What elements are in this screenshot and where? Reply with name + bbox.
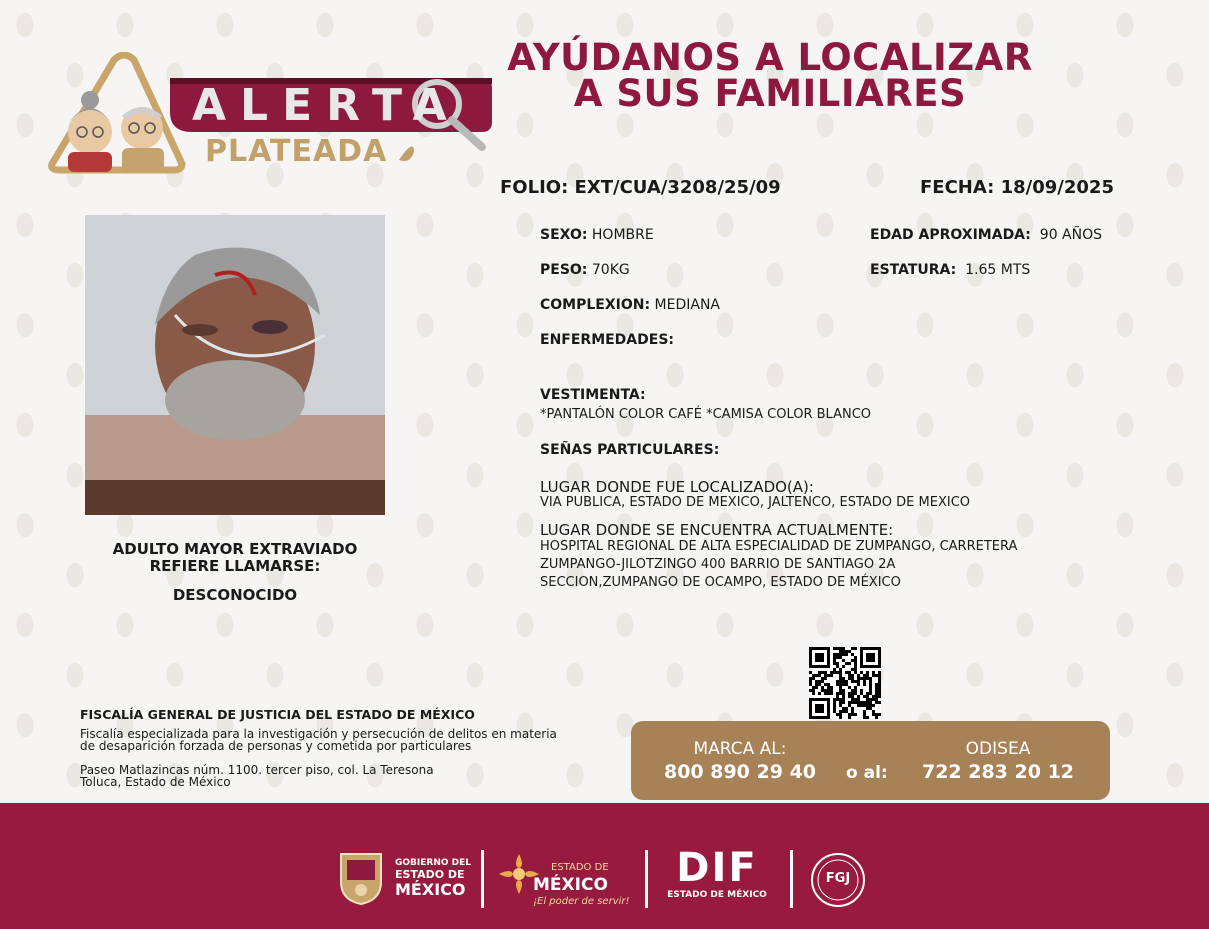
edomex-slogan: ¡El poder de servir! — [533, 896, 630, 907]
peso-label: PESO: — [540, 262, 588, 278]
edomex-logo-text — [533, 861, 630, 909]
lugar-localizado-label: LUGAR DONDE FUE LOCALIZADO(A): — [540, 478, 814, 496]
fiscalia-addr-line-2: Toluca, Estado de México — [80, 775, 231, 789]
sexo-value: HOMBRE — [591, 227, 654, 243]
call-box — [631, 721, 1110, 800]
odisea-number[interactable]: 722 283 20 12 — [921, 761, 1075, 783]
edomex-line-1: ESTADO DE — [551, 862, 609, 873]
complexion-row — [540, 297, 720, 313]
person-photo — [85, 215, 385, 515]
edad-row — [870, 227, 1102, 243]
person-caption — [85, 541, 385, 575]
gob-line-3: MÉXICO — [395, 880, 466, 899]
caption-line-1: ADULTO MAYOR EXTRAVIADO — [112, 540, 358, 558]
caption-line-2: REFIERE LLAMARSE: — [149, 557, 321, 575]
alerta-plateada-logo — [42, 52, 494, 177]
marca-label: MARCA AL: — [693, 739, 787, 759]
fiscalia-name: FISCALÍA GENERAL DE JUSTICIA DEL ESTADO DE MÉXICO — [80, 707, 475, 722]
folio-label: FOLIO: — [500, 177, 569, 198]
coat-of-arms-icon — [335, 848, 387, 906]
complexion-label: COMPLEXION: — [540, 297, 651, 313]
edad-value: 90 AÑOS — [1039, 227, 1103, 243]
lugar-actual-line-1: HOSPITAL REGIONAL DE ALTA ESPECIALIDAD DE ZUMPANGO, CARRETERA — [540, 539, 1018, 554]
lugar-actual-line-2: ZUMPANGO-JILOTZINGO 400 BARRIO DE SANTIAGO 2A — [540, 557, 896, 572]
sexo-label: SEXO: — [540, 227, 588, 243]
folio-value: EXT/CUA/3208/25/09 — [574, 177, 781, 198]
dif-sub: ESTADO DE MÉXICO — [667, 890, 767, 900]
edomex-line-2: MÉXICO — [533, 875, 608, 895]
page-title — [470, 36, 1070, 115]
estatura-label: ESTATURA: — [870, 262, 957, 278]
folio — [500, 177, 781, 198]
peso-row — [540, 262, 630, 278]
fiscalia-address — [80, 764, 434, 788]
sexo-row — [540, 227, 654, 243]
enfermedades-label: ENFERMEDADES: — [540, 332, 675, 348]
logo-word-alerta: ALERTA — [192, 80, 461, 131]
gobierno-logo-text — [395, 857, 471, 899]
footer-divider — [645, 850, 648, 908]
fecha — [920, 177, 1114, 198]
or-label: o al: — [846, 763, 888, 783]
logo-word-plateada: PLATEADA — [205, 134, 388, 169]
dif-word: DIF — [676, 845, 758, 891]
dif-logo — [667, 846, 767, 900]
person-name: DESCONOCIDO — [172, 586, 298, 604]
lugar-actual-value — [540, 538, 1017, 592]
title-line-1: AYÚDANOS A LOCALIZAR — [507, 36, 1033, 79]
marca-number[interactable]: 800 890 29 40 — [663, 761, 817, 783]
vestimenta-value: *PANTALÓN COLOR CAFÉ *CAMISA COLOR BLANCO — [540, 407, 872, 422]
senas-label: SEÑAS PARTICULARES: — [540, 442, 720, 458]
fiscalia-addr-line-1: Paseo Matlazincas núm. 1100. tercer piso, col. La Teresona — [80, 763, 434, 777]
title-line-2: A SUS FAMILIARES — [573, 72, 967, 115]
vestimenta-label: VESTIMENTA: — [540, 387, 646, 403]
gob-line-1: GOBIERNO DEL — [395, 858, 471, 868]
fiscalia-desc-line-1: Fiscalía especializada para la investigación y persecución de delitos en materia — [80, 727, 557, 741]
estatura-row — [870, 262, 1030, 278]
odisea-label: ODISEA — [965, 739, 1031, 759]
edad-label: EDAD APROXIMADA: — [870, 227, 1031, 243]
fgj-seal-icon — [810, 852, 866, 908]
fecha-label: FECHA: — [920, 177, 995, 198]
gob-line-2: ESTADO DE — [395, 868, 465, 881]
peso-value: 70KG — [591, 262, 630, 278]
footer-divider — [481, 850, 484, 908]
lugar-localizado-value: VIA PUBLICA, ESTADO DE MEXICO, JALTENCO, ESTADO DE MEXICO — [540, 495, 971, 510]
fiscalia-description — [80, 728, 600, 752]
fecha-value: 18/09/2025 — [1000, 177, 1114, 198]
lugar-actual-label: LUGAR DONDE SE ENCUENTRA ACTUALMENTE: — [540, 521, 894, 539]
lugar-actual-line-3: SECCION,ZUMPANGO DE OCAMPO, ESTADO DE MÉXICO — [540, 575, 901, 590]
qr-code[interactable] — [809, 647, 881, 719]
complexion-value: MEDIANA — [654, 297, 720, 313]
estatura-value: 1.65 MTS — [965, 262, 1031, 278]
footer-divider — [790, 850, 793, 908]
fgj-text: FGJ — [825, 871, 851, 886]
fiscalia-desc-line-2: de desaparición forzada de personas y cometida por particulares — [80, 739, 472, 753]
